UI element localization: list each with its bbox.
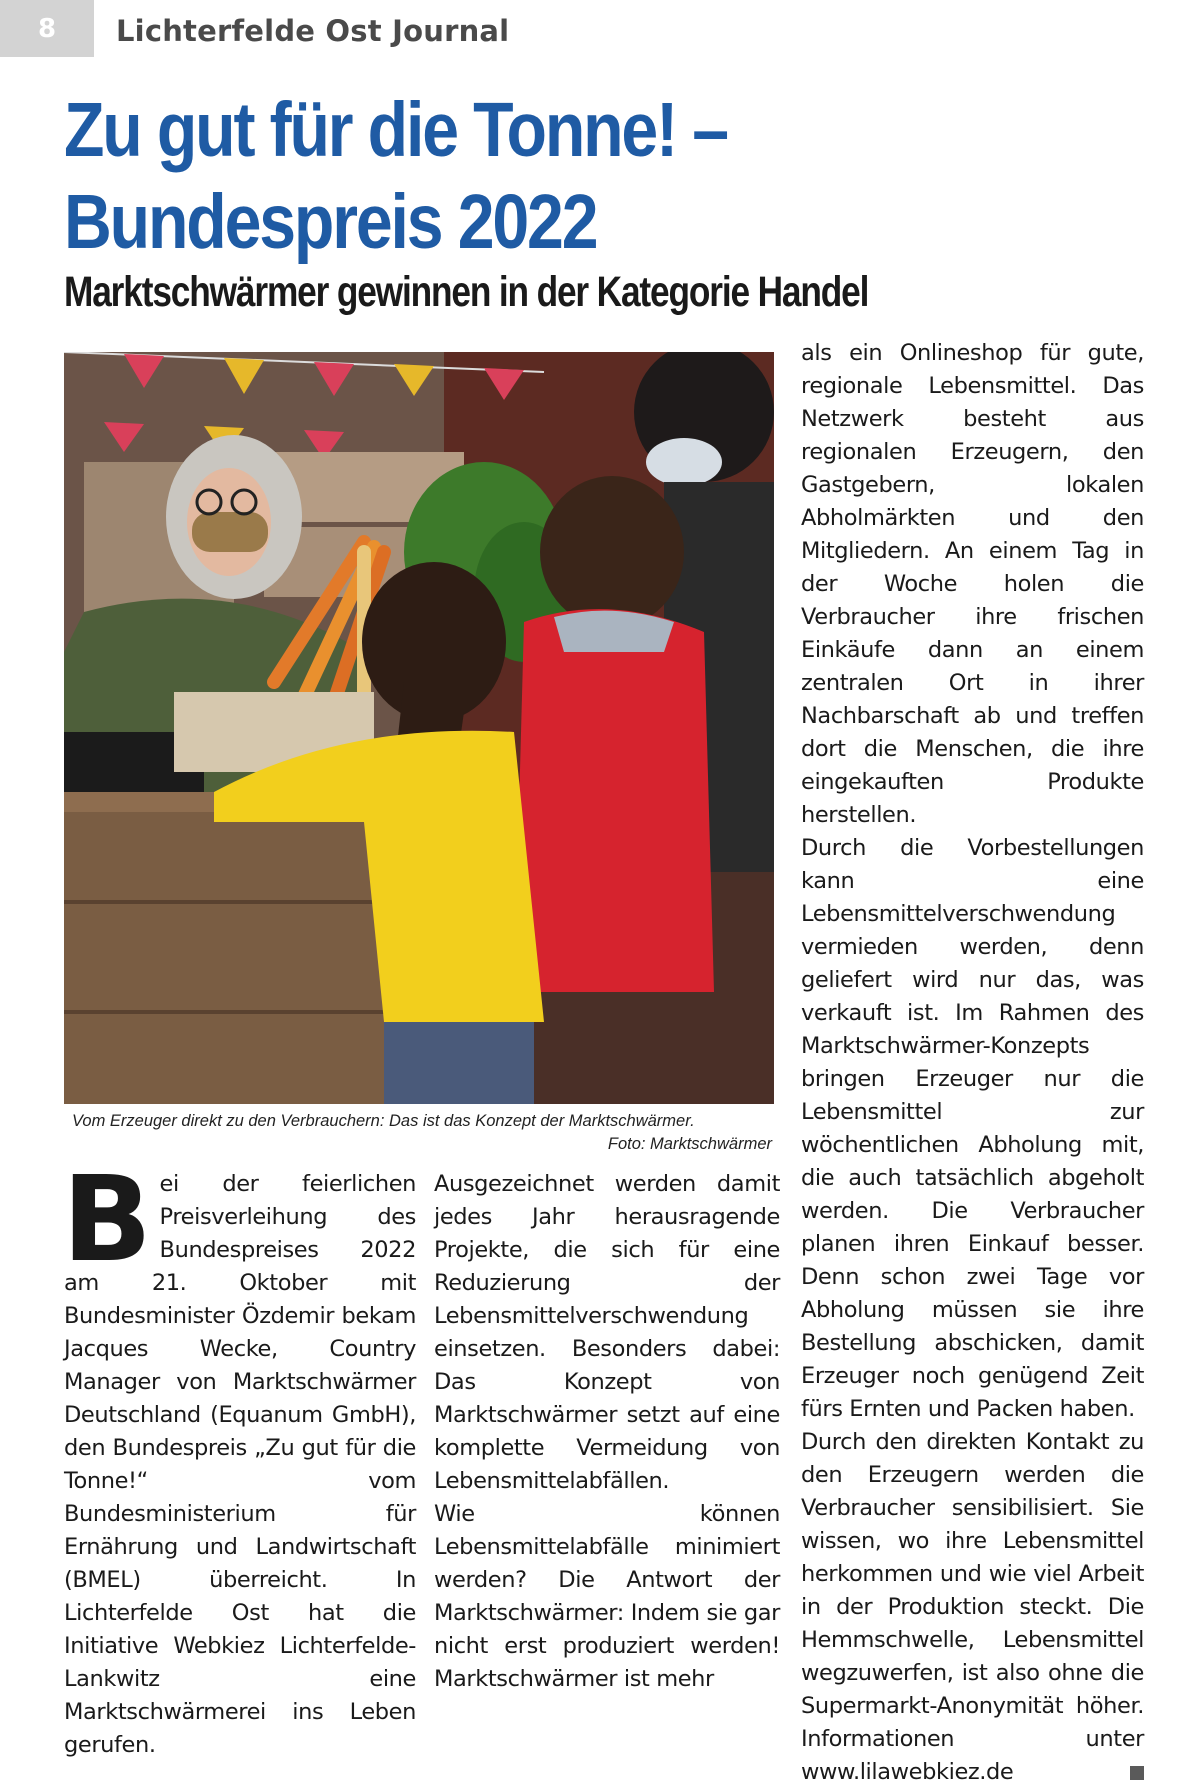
column-1-text: ei der feierlichen Preisverleihung des Bundespreises 2022 am 21. Oktober mit Bundesminister Özdemir bekam Jacques Wecke, Country Manager von Marktschwärmer Deutschland (Equanum GmbH), den Bundespreis „Zu gut für die Tonne!“ vom Bundesministerium für Ernährung und Landwirtschaft (BMEL) überreicht. In Lichterfelde Ost hat die Initiative Webkiez Lichterfelde-Lankwitz eine Marktschwärmerei ins Leben gerufen.: [64, 1171, 416, 1758]
column-3-paragraph-1: als ein Onlineshop für gute, regionale Lebensmittel. Das Netzwerk besteht aus regionalen Erzeugern, den Gastgebern, lokalen Abholmärkten und den Mitgliedern. An einem Tag in der Woche holen die Verbraucher ihre frischen Einkäufe dann an einem zentralen Ort in ihrer Nachbarschaft ab und treffen dort die Menschen, die ihre eingekauften Produkte herstellen.: [801, 340, 1144, 828]
article-headline: [64, 84, 993, 268]
article-photo: [64, 352, 774, 1104]
photo-caption: [72, 1110, 772, 1156]
column-3-paragraph-3-text: Durch den direkten Kontakt zu den Erzeugern werden die Verbraucher sensibilisiert. Sie wissen, wo ihre Lebensmittel herkommen und wie viel Arbeit in der Produktion steckt. Die Hemmschwelle, Lebensmittel wegzuwerfen, ist also ohne die Supermarkt-Anonymität höher. Informationen unter www.lilawebkiez.de: [801, 1429, 1144, 1785]
column-3-paragraph-3: [801, 1426, 1144, 1789]
drop-cap: B: [62, 1150, 152, 1288]
article-column-2: [434, 1168, 780, 1696]
photo-credit: Foto: Marktschwärmer: [607, 1135, 772, 1153]
end-mark-icon: [1130, 1766, 1144, 1780]
page-number: 8: [0, 0, 94, 57]
article-column-1: [62, 1150, 416, 1762]
column-2-paragraph-2: Wie können Lebensmittelabfälle minimiert werden? Die Antwort der Marktschwärmer: Indem sie gar nicht erst produziert werden! Marktschwärmer ist mehr: [434, 1501, 780, 1692]
column-3-paragraph-2: Durch die Vorbestellungen kann eine Lebensmittelverschwendung vermieden werden, denn geliefert wird nur das, was verkauft ist. Im Rahmen des Marktschwärmer-Konzepts bringen Erzeuger nur die Lebensmittel zur wöchentlichen Abholung mit, die auch tatsächlich abgeholt werden. Die Verbraucher planen ihren Einkauf besser. Denn schon zwei Tage vor Abholung müssen sie ihre Bestellung abschicken, damit Erzeuger noch genügend Zeit fürs Ernten und Packen haben.: [801, 835, 1144, 1422]
caption-text: Vom Erzeuger direkt zu den Verbrauchern: Das ist das Konzept der Marktschwärmer.: [72, 1112, 695, 1130]
market-scene-illustration: [64, 352, 774, 1104]
headline-line-1: Zu gut für die Tonne! –: [64, 87, 727, 173]
article-column-3: [801, 337, 1144, 1789]
journal-name: Lichterfelde Ost Journal: [116, 14, 510, 48]
column-2-paragraph-1: Ausgezeichnet werden damit jedes Jahr herausragende Projekte, die sich für eine Reduzierung der Lebensmittelverschwendung einsetzen. Besonders dabei: Das Konzept von Marktschwärmer setzt auf eine komplette Vermeidung von Lebensmittelabfällen.: [434, 1171, 780, 1494]
headline-line-2: Bundespreis 2022: [64, 179, 597, 265]
article-subheadline: Marktschwärmer gewinnen in der Kategorie Handel: [64, 268, 869, 316]
